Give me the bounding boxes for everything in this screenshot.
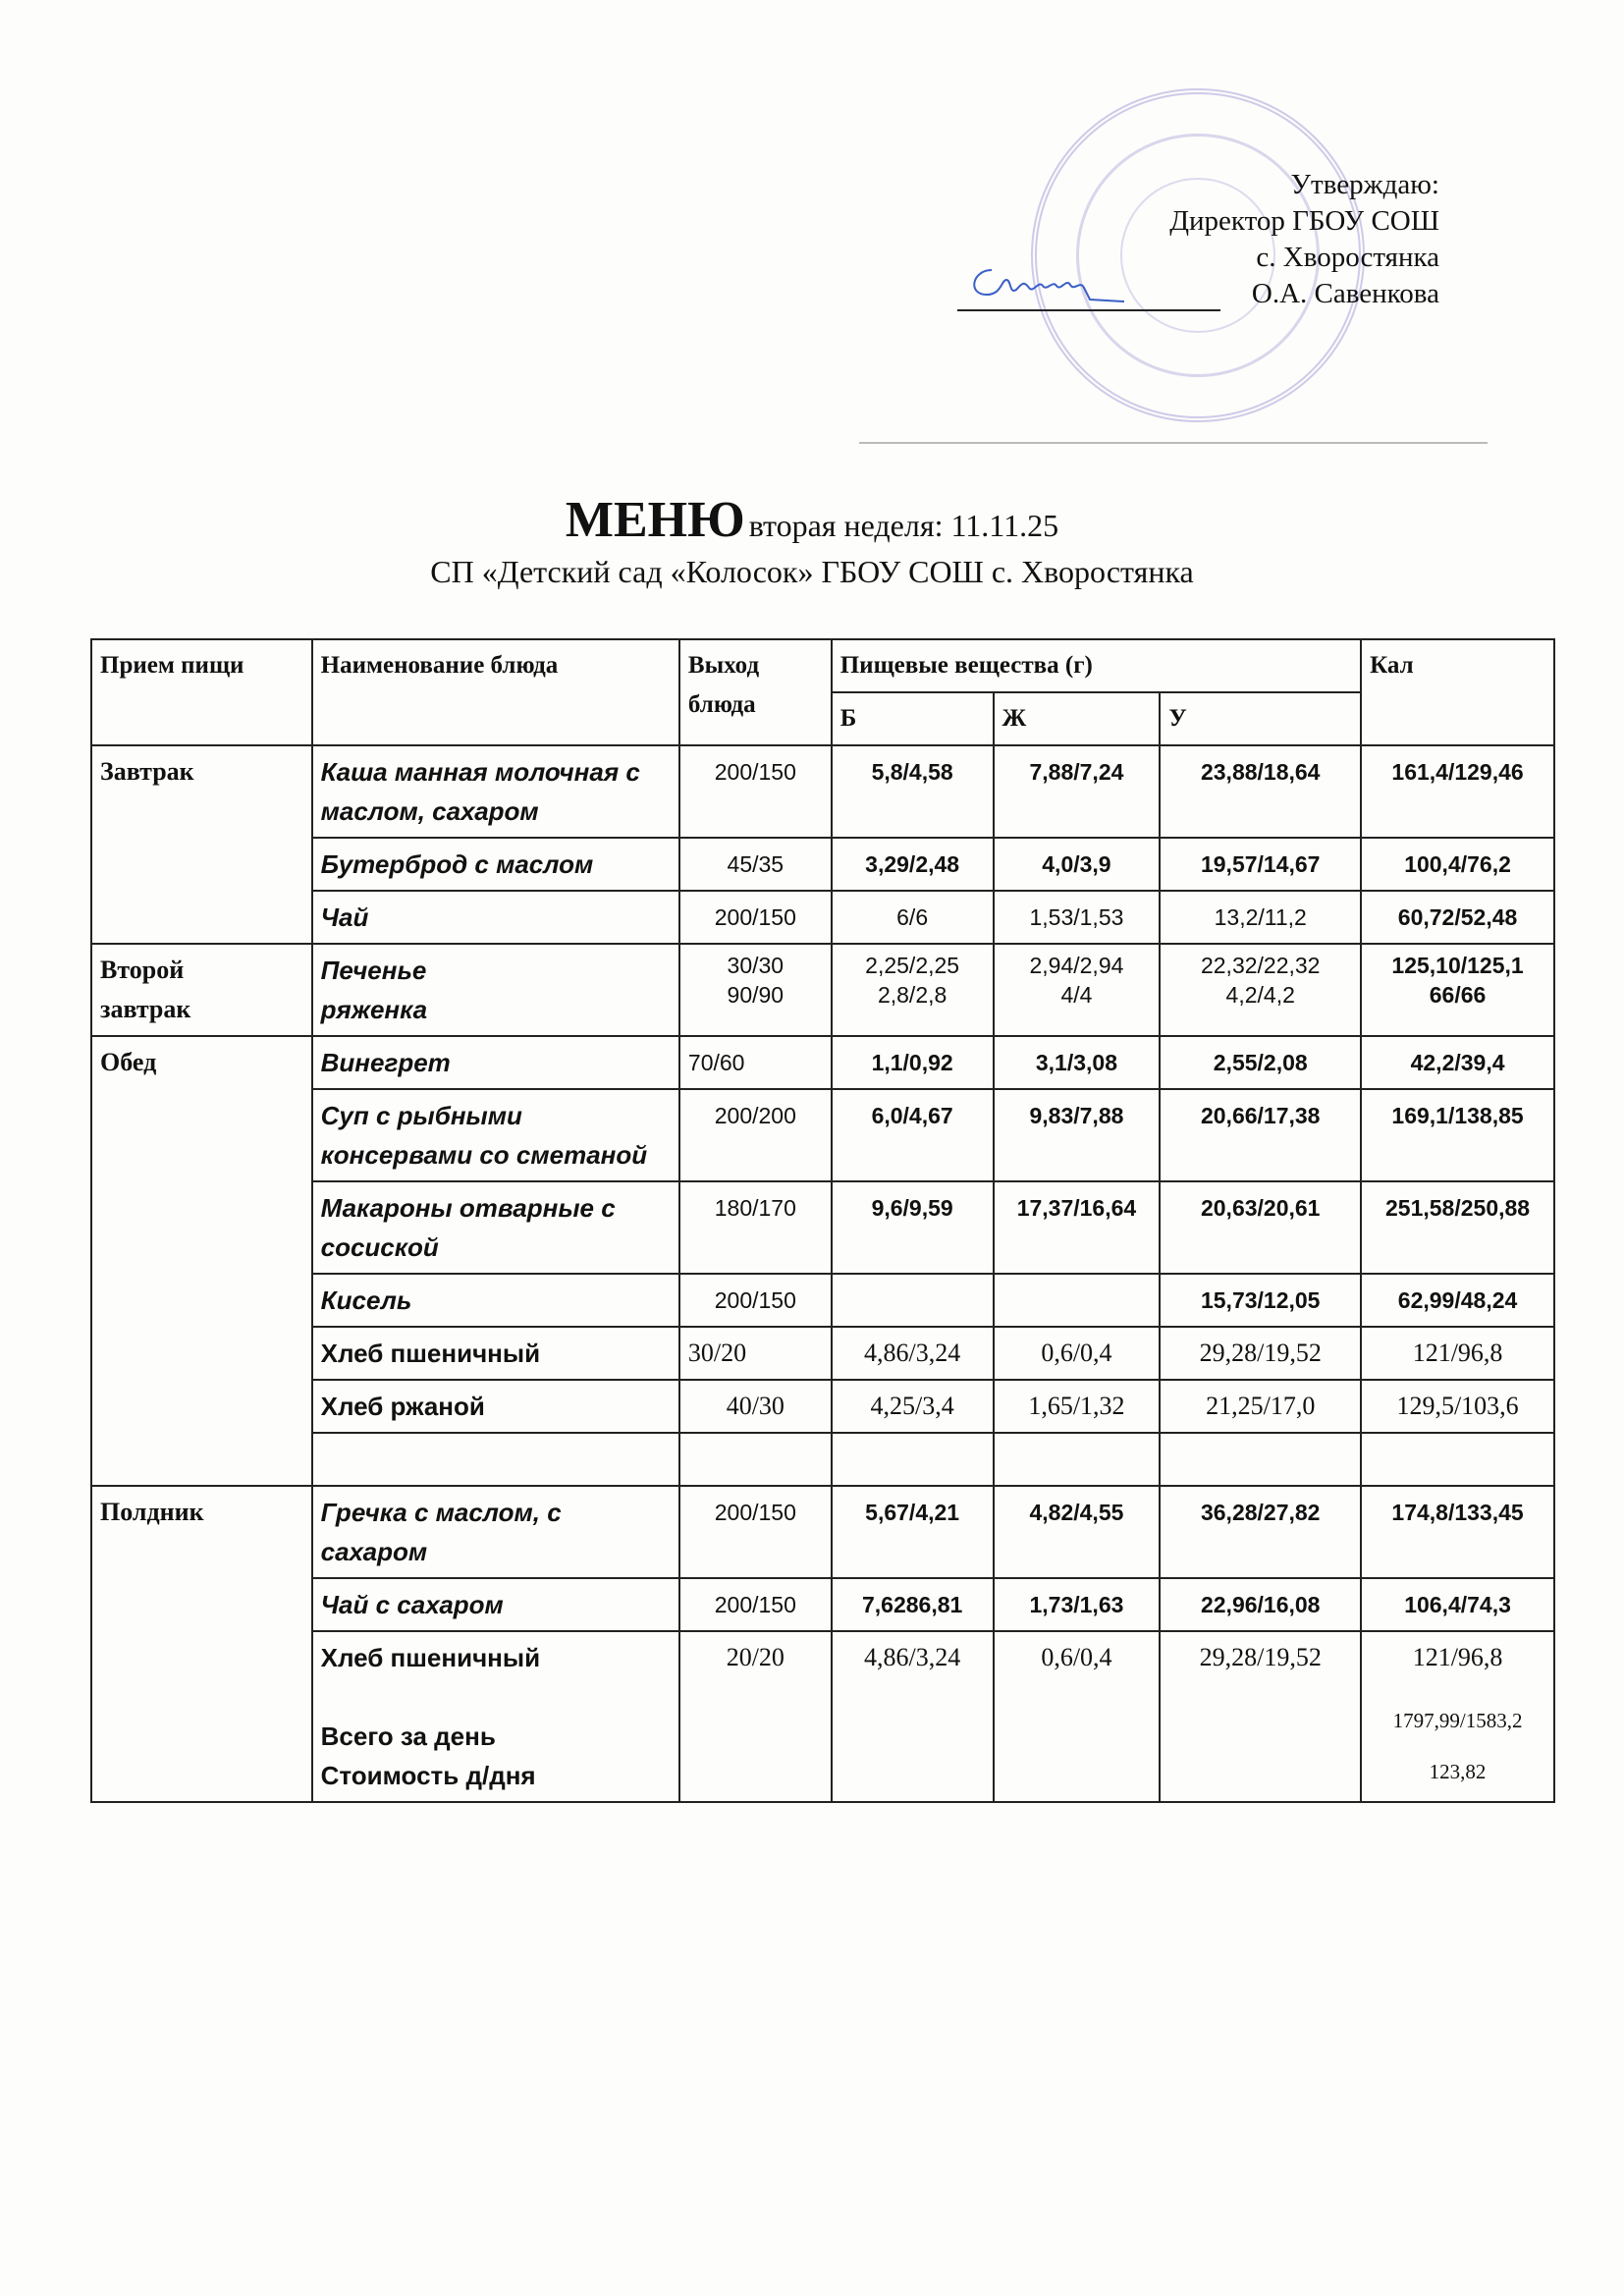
col-kcal: Кал (1361, 639, 1554, 745)
dish-name: Хлеб пшеничный (312, 1327, 679, 1380)
col-yield-line2: блюда (687, 691, 756, 718)
carbs-value: 13,2/11,2 (1160, 891, 1361, 944)
col-dish: Наименование блюда (312, 639, 679, 745)
kcal-value: 60,72/52,48 (1361, 891, 1554, 944)
fat-cookies: 2,94/2,94 (1029, 953, 1124, 978)
dish-yield (679, 944, 832, 1036)
cost-value: 123,82 (1429, 1760, 1487, 1783)
fat-value (994, 1274, 1161, 1327)
signature (962, 250, 1129, 309)
dish-name-bread: Хлеб пшеничный (320, 1643, 541, 1672)
dish-name: Суп с рыбными консервами со сметаной (312, 1089, 679, 1181)
page-subtitle: СП «Детский сад «Колосок» ГБОУ СОШ с. Хворостянка (430, 554, 1194, 589)
dish-yield: 200/150 (679, 745, 832, 838)
carbs-value: 29,28/19,52 (1160, 1631, 1361, 1802)
col-carbs: У (1160, 692, 1361, 745)
carbs-value: 15,73/12,05 (1160, 1274, 1361, 1327)
empty-cell (832, 1433, 994, 1486)
carbs-value: 36,28/27,82 (1160, 1486, 1361, 1578)
dish-name: Чай (312, 891, 679, 944)
dish-yield: 45/35 (679, 838, 832, 891)
dish-name: Хлеб ржаной (312, 1380, 679, 1433)
empty-cell (1361, 1433, 1554, 1486)
dish-name (312, 1631, 679, 1802)
kcal-value: 169,1/138,85 (1361, 1089, 1554, 1181)
total-day-value: 1797,99/1583,2 (1392, 1709, 1523, 1732)
dish-name: Каша манная молочная с маслом, сахаром (312, 745, 679, 838)
title-week-date: вторая неделя: 11.11.25 (748, 508, 1059, 543)
fat-value (994, 944, 1161, 1036)
protein-value: 4,86/3,24 (832, 1327, 994, 1380)
col-yield (679, 639, 832, 745)
meal-second-breakfast (91, 944, 312, 1036)
carbs-value (1160, 944, 1361, 1036)
approval-location: с. Хворостянка (1256, 242, 1439, 273)
dish-name: Макароны отварные с сосиской (312, 1181, 679, 1274)
protein-value: 7,6286,81 (832, 1578, 994, 1631)
fat-value: 4,0/3,9 (994, 838, 1161, 891)
carbs-value: 23,88/18,64 (1160, 745, 1361, 838)
title-main: МЕНЮ (565, 492, 745, 548)
col-protein: Б (832, 692, 994, 745)
protein-value (832, 1274, 994, 1327)
meal-second-breakfast-line1: Второй (100, 956, 185, 984)
carbs-value: 21,25/17,0 (1160, 1380, 1361, 1433)
fat-value: 3,1/3,08 (994, 1036, 1161, 1089)
fat-value: 9,83/7,88 (994, 1089, 1161, 1181)
carbs-value: 2,55/2,08 (1160, 1036, 1361, 1089)
kcal-value: 129,5/103,6 (1361, 1380, 1554, 1433)
protein-value: 5,8/4,58 (832, 745, 994, 838)
kcal-value: 121/96,8 (1361, 1327, 1554, 1380)
page-title (0, 491, 1624, 549)
approval-block (1169, 167, 1439, 312)
dish-yield: 200/150 (679, 891, 832, 944)
empty-cell (994, 1433, 1161, 1486)
carbs-value: 20,63/20,61 (1160, 1181, 1361, 1274)
kcal-value: 62,99/48,24 (1361, 1274, 1554, 1327)
protein-value: 1,1/0,92 (832, 1036, 994, 1089)
fat-value: 1,73/1,63 (994, 1578, 1161, 1631)
cost-label: Стоимость д/дня (320, 1761, 536, 1790)
carbs-value: 19,57/14,67 (1160, 838, 1361, 891)
dish-name: Гречка с маслом, с сахаром (312, 1486, 679, 1578)
table-row (91, 745, 1554, 838)
protein-value: 4,25/3,4 (832, 1380, 994, 1433)
meal-second-breakfast-line2: завтрак (100, 995, 191, 1023)
kcal-bread: 121/96,8 (1412, 1643, 1503, 1671)
protein-value: 6,0/4,67 (832, 1089, 994, 1181)
carbs-cookies: 22,32/22,32 (1200, 953, 1321, 978)
dish-yield: 200/150 (679, 1274, 832, 1327)
kcal-ryazhenka: 66/66 (1429, 982, 1487, 1008)
empty-cell (679, 1433, 832, 1486)
dish-yield: 70/60 (679, 1036, 832, 1089)
empty-cell (312, 1433, 679, 1486)
carbs-value: 20,66/17,38 (1160, 1089, 1361, 1181)
fat-value: 0,6/0,4 (994, 1327, 1161, 1380)
kcal-value: 106,4/74,3 (1361, 1578, 1554, 1631)
fat-value: 0,6/0,4 (994, 1631, 1161, 1802)
protein-value: 5,67/4,21 (832, 1486, 994, 1578)
yield-ryazhenka: 90/90 (727, 982, 785, 1008)
table-row (91, 944, 1554, 1036)
kcal-value: 174,8/133,45 (1361, 1486, 1554, 1578)
meal-lunch: Обед (91, 1036, 312, 1486)
dish-name: Винегрет (312, 1036, 679, 1089)
fat-value: 4,82/4,55 (994, 1486, 1161, 1578)
col-yield-line1: Выход (687, 652, 760, 679)
approval-heading: Утверждаю: (1290, 169, 1439, 200)
dish-yield: 20/20 (679, 1631, 832, 1802)
kcal-value (1361, 944, 1554, 1036)
kcal-value: 42,2/39,4 (1361, 1036, 1554, 1089)
dish-name-cookies: Печенье (320, 956, 427, 985)
dish-name-ryazhenka: ряженка (320, 995, 428, 1024)
divider-line (859, 442, 1488, 444)
dish-name: Чай с сахаром (312, 1578, 679, 1631)
protein-value: 4,86/3,24 (832, 1631, 994, 1802)
dish-yield: 200/200 (679, 1089, 832, 1181)
fat-value: 1,53/1,53 (994, 891, 1161, 944)
empty-cell (1160, 1433, 1361, 1486)
dish-yield: 40/30 (679, 1380, 832, 1433)
fat-value: 1,65/1,32 (994, 1380, 1161, 1433)
kcal-value: 251,58/250,88 (1361, 1181, 1554, 1274)
fat-value: 17,37/16,64 (994, 1181, 1161, 1274)
approval-name: О.А. Савенкова (1251, 278, 1439, 309)
carbs-value: 29,28/19,52 (1160, 1327, 1361, 1380)
table-row (91, 1036, 1554, 1089)
dish-yield: 200/150 (679, 1486, 832, 1578)
kcal-value: 100,4/76,2 (1361, 838, 1554, 891)
carbs-ryazhenka: 4,2/4,2 (1225, 982, 1295, 1008)
protein-cookies: 2,25/2,25 (865, 953, 960, 978)
signature-line (957, 309, 1220, 311)
col-meal: Прием пищи (91, 639, 312, 745)
menu-table (90, 638, 1555, 1803)
fat-value: 7,88/7,24 (994, 745, 1161, 838)
header-row (91, 639, 1554, 692)
dish-yield: 30/20 (679, 1327, 832, 1380)
protein-value: 3,29/2,48 (832, 838, 994, 891)
dish-name: Бутерброд с маслом (312, 838, 679, 891)
col-fat: Ж (994, 692, 1161, 745)
table-row (91, 1486, 1554, 1578)
carbs-value: 22,96/16,08 (1160, 1578, 1361, 1631)
dish-yield: 200/150 (679, 1578, 832, 1631)
meal-snack: Полдник (91, 1486, 312, 1802)
yield-cookies: 30/30 (727, 953, 785, 978)
protein-value (832, 944, 994, 1036)
dish-name (312, 944, 679, 1036)
kcal-value: 161,4/129,46 (1361, 745, 1554, 838)
protein-ryazhenka: 2,8/2,8 (877, 982, 947, 1008)
kcal-value (1361, 1631, 1554, 1802)
kcal-cookies: 125,10/125,1 (1391, 953, 1524, 978)
protein-value: 6/6 (832, 891, 994, 944)
protein-value: 9,6/9,59 (832, 1181, 994, 1274)
total-day-label: Всего за день (320, 1722, 496, 1751)
fat-ryazhenka: 4/4 (1060, 982, 1093, 1008)
dish-yield: 180/170 (679, 1181, 832, 1274)
dish-name: Кисель (312, 1274, 679, 1327)
col-nutrients: Пищевые вещества (г) (832, 639, 1361, 692)
approval-position: Директор ГБОУ СОШ (1169, 205, 1439, 237)
meal-breakfast: Завтрак (91, 745, 312, 944)
